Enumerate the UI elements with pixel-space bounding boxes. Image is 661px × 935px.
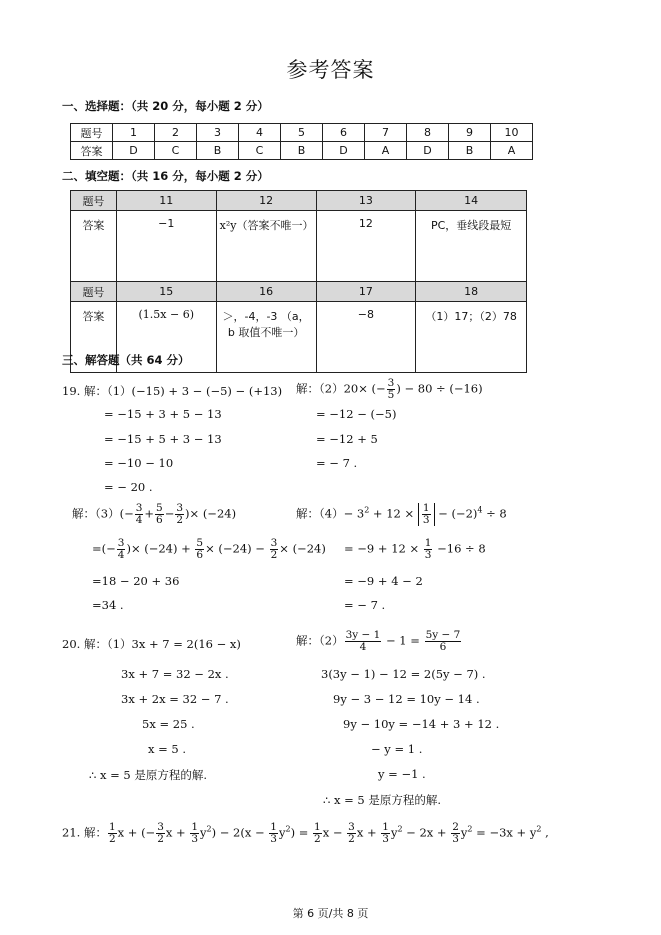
table-cell: 5 [281, 124, 323, 142]
table-cell: 6 [323, 124, 365, 142]
table-cell: 10 [491, 124, 533, 142]
table-cell: 12 [216, 191, 316, 211]
q20-step: 9y − 10y = −14 + 3 + 12 . [343, 717, 500, 731]
q19-part2-label: 解：（2） [296, 381, 344, 396]
q19-step: = −10 − 10 [104, 456, 174, 470]
q20-step: 9y − 3 − 12 = 10y − 14 . [333, 692, 480, 706]
table-cell: B [197, 142, 239, 160]
table-cell: B [449, 142, 491, 160]
q19-part1-label: 19. 解：（1） [62, 384, 132, 398]
q20-part1-label: 20. 解：（1） [62, 637, 132, 651]
q20-step: 5x = 25 . [142, 717, 195, 731]
table-cell: 答案 [71, 211, 117, 282]
table-cell: 3 [197, 124, 239, 142]
table-cell: 题号 [71, 191, 117, 211]
table-row [71, 124, 533, 142]
table-cell: 2 [155, 124, 197, 142]
q21-solution: 21. 解： $\frac{1}{2}$ x + (− $\frac{3}{2}$ x + $\frac{1}{3}$ $y^2) - 2(x$ − $\frac{1}{3}$ $y^2$) = $\frac{1}{2}$ x − $\frac{3}{2}$ x + $\frac{1}{3}$ $y^2 - 2x$ + $\frac{2}{3}$ $y^2 = -3x + y^2$ , [62, 821, 549, 846]
table-cell: 14 [416, 191, 527, 211]
table-cell: B [281, 142, 323, 160]
q20-part2-conclusion: ∴ x = 5 是原方程的解. [323, 793, 442, 807]
q19-step: = − 7 . [316, 456, 358, 470]
table-cell: 16 [216, 282, 316, 302]
q19-step: = −15 + 5 + 3 − 13 [104, 432, 222, 446]
table-cell: (1.5x − 6) [116, 302, 216, 373]
page-footer: 第 6 页/共 8 页 [292, 907, 369, 920]
q19-step: = −12 + 5 [316, 432, 378, 446]
table-cell: C [239, 142, 281, 160]
table-cell: D [323, 142, 365, 160]
table-cell: 答案 [71, 302, 117, 373]
table-cell: 8 [407, 124, 449, 142]
q19-step: = − 20 . [104, 480, 153, 494]
table-cell: 1 [113, 124, 155, 142]
q19-step: = − 7 . [344, 598, 386, 612]
q19-part2-header: 解：（2）20× (− $\frac{3}{5}$ ) − 80 ÷ (−16) [296, 377, 483, 402]
q19-step: = −9 + 12 × $\frac{1}{3}$ −16 ÷ 8 [344, 537, 486, 562]
table-cell: 12 [316, 211, 416, 282]
fill-answer-table [70, 190, 527, 373]
section-heading-solution: 三、解答题（共 64 分） [62, 353, 190, 367]
table-cell: （1）17；（2）78 [416, 302, 527, 373]
q19-step: = −12 − (−5) [316, 407, 397, 421]
q19-step: = −15 + 3 + 5 − 13 [104, 407, 222, 421]
q19-part1-expression: (−15) + 3 − (−5) − (+13) [131, 384, 283, 398]
table-cell: 4 [239, 124, 281, 142]
page-title: 参考答案 [286, 58, 375, 82]
table-cell: 题号 [71, 124, 113, 142]
table-cell: 9 [449, 124, 491, 142]
q20-step: 3x + 7 = 32 − 2x . [121, 667, 229, 681]
q20-step: y = −1 . [378, 767, 426, 781]
table-cell: 13 [316, 191, 416, 211]
table-cell: D [407, 142, 449, 160]
q19-part3-label: 解：（3） [72, 506, 120, 521]
table-cell: 题号 [71, 282, 117, 302]
table-cell [216, 211, 316, 282]
q20-step: − y = 1 . [371, 742, 423, 756]
q20-part2-label: 解：（2） [296, 633, 344, 648]
q19-step: = −9 + 4 − 2 [344, 574, 423, 588]
table-cell: 18 [416, 282, 527, 302]
q21-label: 21. 解： [62, 825, 107, 840]
q19-part3-header: 解：（3）(− $\frac{3}{4}$ + $\frac{5}{6}$ − $\frac{3}{2}$ )× (−24) [72, 502, 237, 527]
section-heading-choice: 一、选择题：（共 20 分，每小题 2 分） [62, 99, 269, 113]
table-cell: −1 [116, 211, 216, 282]
table-cell: 7 [365, 124, 407, 142]
table-cell: A [365, 142, 407, 160]
q20-part1-conclusion: ∴ x = 5 是原方程的解. [89, 768, 208, 782]
q19-part4-header: 解：$(4)- 3^2 + 12$ × $\frac{1}{3}$ − $(-2)^4 \div 8$ [296, 502, 507, 527]
q20-step: x = 5 . [148, 742, 187, 756]
table-cell: 17 [316, 282, 416, 302]
q20-part2-header: 解：（2） $\frac{3y - 1}{4}$ − 1 = $\frac{5y - 7}{6}$ [296, 629, 461, 654]
q20-step: 3(3y − 1) − 12 = 2(5y − 7) . [321, 667, 486, 681]
q19-part1-header [62, 383, 282, 399]
table-row [71, 282, 527, 302]
q19-step: =34 . [92, 598, 124, 612]
choice-answer-table [70, 123, 533, 160]
table-cell: 15 [116, 282, 216, 302]
q20-step: 3x + 2x = 32 − 7 . [121, 692, 229, 706]
table-cell: −8 [316, 302, 416, 373]
table-cell: PC，垂线段最短 [416, 211, 527, 282]
q20-part1-expression: 3x + 7 = 2(16 − x) [131, 637, 241, 651]
table-cell: ＞，-4，-3 （a，b 取值不唯一） [216, 302, 316, 373]
q19-step: =18 − 20 + 36 [92, 574, 180, 588]
table-cell: 11 [116, 191, 216, 211]
q20-part1-header [62, 636, 241, 652]
table-row [71, 211, 527, 282]
table-cell: A [491, 142, 533, 160]
q19-part4-label: 解：（4） [296, 506, 344, 521]
table-row [71, 142, 533, 160]
cell-text: x²y（答案不唯一） [219, 219, 314, 232]
table-cell: 答案 [71, 142, 113, 160]
q19-step: =(− $\frac{3}{4}$ )× (−24) + $\frac{5}{6}$ × (−24) − $\frac{3}{2}$ × (−24) [92, 537, 326, 562]
table-cell: D [113, 142, 155, 160]
section-heading-fill: 二、填空题：（共 16 分，每小题 2 分） [62, 169, 269, 183]
table-cell: C [155, 142, 197, 160]
table-row [71, 191, 527, 211]
